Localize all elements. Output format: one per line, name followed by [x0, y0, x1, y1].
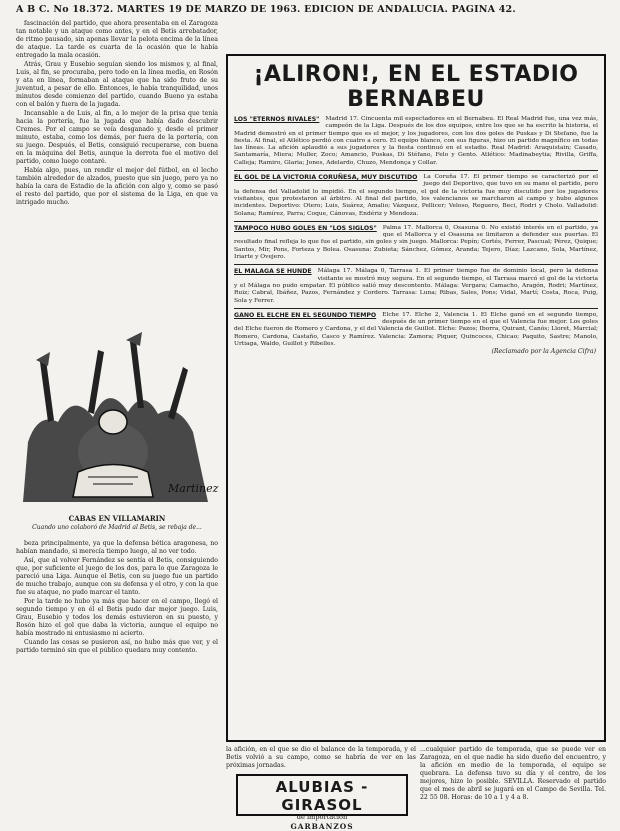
main-article-box: [226, 54, 606, 742]
divider: [234, 264, 598, 265]
divider: [234, 308, 598, 309]
ad-subtitle: de importación: [296, 813, 348, 821]
match-text: Málaga 17. Málaga 0, Tarrasa 1. El primer tiempo fue de dominio local, pero la defensa visitante se mostró muy segura. En el segundo tiempo, el Tarrasa marcó el gol de la victoria y el Málaga no pudo empatar. El público salió muy descontento. Málaga: Vergara; Camacho, Aragón, Rodri; Martínez, Ruiz; Cabral, Ibáñez, Pazos, Fernández y Cordero. Tarrasa: Luna; Ribas, Sales, Pons; Vidal, Martí; Costa, Roca, Puig, Sola y Ferrer.: [234, 268, 598, 304]
article-paragraph: Incansable a de Luis, al fin, a lo mejor de la prisa que tenía hacia la portería, fue la jugada que había dado descubrir Cremes. Por el campo se veía desganado y, desde el primer minuto, estaba, como los demás, por fuera de la portería, con su juego. Después, el Betis, consiguió recuperarse, con buena en la máquina del Betis, aunque la derrota fue el motivo del partido, como luego contaré.: [16, 110, 218, 165]
match-report: [228, 174, 604, 218]
match-text: Madrid 17. Cincuenta mil espectadores en el Bernabeu. El Real Madrid fue, una vez más, campeón de la Liga. Después de los dos equipos, entre los que se ha escrito la historia, el Madrid demostró en el primer tiempo que es el mejor, y los jugadores, con los dos goles de Puskas y Di Stefano, fue la fiesta. Al final, el Atlético perdió con cuatro a cero. El equipo blanco, con sus figuras, hizo un partido magnífico en todas las líneas. La afición aplaudió a sus jugadores y la fiesta continuó en el estadio. Real Madrid: Araquistain; Casado, Santamaría, Miera; Muller, Zoco; Amancio, Puskas, Di Stéfano, Felo y Gento. Atlético: Madinabeytia; Rivilla, Griffa, Calleja; Ramiro, Glaria; Jones, Adelardo, Chuzo, Mendonça y Collar.: [234, 116, 598, 166]
left-column-bottom: [16, 540, 218, 816]
main-headline: ¡ALIRON!, EN EL ESTADIO BERNABEU: [253, 62, 579, 112]
match-report: [228, 268, 604, 304]
bottom-middle-text: la afición, en el que se dio el balance de la temporada, y el Betis volvió a su campo, como se habría de ver en las próximas jornadas.: [226, 746, 416, 769]
ad-product: GARBANZOS: [290, 821, 354, 831]
divider: [234, 170, 598, 171]
match-subheading: LOS "ETERNOS RIVALES": [234, 116, 320, 123]
page-header: A B C. No 18.372. MARTES 19 DE MARZO DE 1963. EDICION DE ANDALUCIA. PAGINA 42.: [16, 4, 516, 15]
match-report: [228, 225, 604, 261]
article-paragraph: Así, que al volver Fernández se sentía el Betis, consiguiendo que, por suficiente el juego de los dos, para lo que Zaragoza le pareció una Liga. Aunque el Betis, con su juego fue un partido de mucho trabajo, aunque con su defensa y el otro, y con la que fue su ataque, no pudo marcar el tanto.: [16, 557, 218, 596]
match-subheading: EL MALAGA SE HUNDE: [234, 268, 312, 276]
illustration-caption-title: CABAS EN VILLAMARIN: [68, 514, 166, 523]
match-subheading: TAMPOCO HUBO GOLES EN "LOS SIGLOS": [234, 224, 377, 232]
illustration-signature: Martinez: [168, 482, 219, 495]
agency-signature: (Reclamado por la Agencia Cifra): [491, 348, 596, 356]
article-paragraph: Por la tarde no hubo ya más que hacer en el campo, llegó el segundo tiempo y en él el Betis pudo dar mejor juego. Luis, Grau, Eusebio y todos los demás estuvieron en su puesto, y Rosón hizo el gol que daba la victoria, aunque el equipo no había mostrado ni entusiasmo ni acierto.: [16, 598, 218, 637]
article-paragraph: Atrás, Grau y Eusebio seguían siendo los mismos y, al final, Luis, al fin, se procuraba, pero todo en la línea media, en Rosón y ata en línea, formaban al ataque que ha sido fruto de su juventud, a pesar de ello. Entonces, le había tranquilidad, unos minutos desde comienzo del partido, cuando Bueno ya estaba con el balón y fuera de la jugada.: [16, 61, 218, 108]
match-report: [228, 116, 604, 167]
divider: [234, 221, 598, 222]
advertisement: [236, 774, 408, 831]
article-paragraph: fascinación del partido, que ahora presentaba en el Zaragoza tan notable y un ataque como antes, y en el Betis arrebatador, de ritmo pausado, sin apenas llevar la pelota encima de la línea de ataque. La tarde es cuarta de la ocasión que le había entregado la mala ocasión.: [16, 20, 218, 59]
match-text: Elche 17. Elche 2, Valencia 1. El Elche ganó en el segundo tiempo, después de un primer tiempo en el que el Valencia fue mejor. Los goles del Elche fueron de Romero y Cardona, y el del Valencia de Guillot. Elche: Pazos; Iborra, Quirant, Canós; Lloret, Marcial; Romero, Cardona, Castaño, Casco y Ramírez. Valencia: Zamora; Piquer, Quincoces, Chicao; Paquito, Sastre; Manolo, Urtiaga, Waldo, Guillot y Ribelles.: [234, 311, 598, 348]
bottom-right-text: ...cualquier partido de temporada, que se puede ver en Zaragoza, en el que nadie ha sido dueño del encuentro, y la afición en medio de la temporada, el equipo se quebrara. La defensa tuvo su día y el centro, de los mejores, hizo lo posible. SEVILLA. Reservado el partido que el mes de abril se jugará en el Campo de Sevilla. Tel. 22 55 08. Horas: de 10 a 1 y 4 a 8.: [420, 746, 606, 801]
match-report: [228, 312, 604, 348]
cartoon-illustration: [18, 322, 219, 512]
match-text: La Coruña 17. El primer tiempo se caracterizó por el juego del Deportivo, que tuvo en su mano el partido, pero la defensa del Valladolid lo impidió. En el segundo tiempo, el gol de la victoria fue muy discutido por los jugadores visitantes, que protestaron al árbitro. Al final del partido, los valencianos se marcharon al campo y hubo algunos incidentes. Deportivo: Otero; Luis, Suárez, Amalio; Vázquez, Pellicer; Veloso, Reguero, Beci, Rodri y Cholo. Valladolid: Solana; Ramírez, Parra; Coque, Cánovas, Endériz y Mendoza.: [234, 174, 598, 217]
ad-title: ALUBIAS - GIRASOL: [275, 778, 369, 814]
article-paragraph: beza principalmente, ya que la defensa bética aragonesa, no habían mandado, si merecía tiempo luego, al no ver todo.: [16, 540, 218, 555]
article-paragraph: Cuando las cosas se pusieron así, no hubo más que ver, y el partido terminó sin que el público quedara muy contento.: [16, 639, 218, 654]
article-paragraph: Había algo, pues, un rendir el mejor del fútbol, en el lecho también alrededor de alzados, puesto que sin juego, pero ya no había la cara de Estadio de la afición con algo y, como se pasó el resto del partido, que por el sistema de la Liga, en que va intrigado mucho.: [16, 167, 218, 206]
illustration-caption-subtitle: Cuando uno colaboró de Madrid al Betis, se rebaja de...: [32, 524, 202, 531]
match-subheading: GANO EL ELCHE EN EL SEGUNDO TIEMPO: [234, 311, 377, 319]
match-subheading: EL GOL DE LA VICTORIA CORUÑESA, MUY DISCUTIDO: [234, 174, 418, 182]
match-text: Palma 17. Mallorca 0, Osasuna 0. No existió interés en el partido, ya que el Mallorca y el Osasuna se limitaron a defender sus puertas. El resultado final refleja lo que fue el partido, sin goles y sin juego. Mallorca: Pepín; Cortés, Ferrer, Pascual; Pérez, Quique; Santos, Mir, Pons, Forteza y Bolea. Osasuna: Zubieta; Sánchez, Gómez, Aranda; Tejero, Díaz; Lazcano, Sola, Martínez, Iriarte y Ovejero.: [234, 224, 598, 261]
